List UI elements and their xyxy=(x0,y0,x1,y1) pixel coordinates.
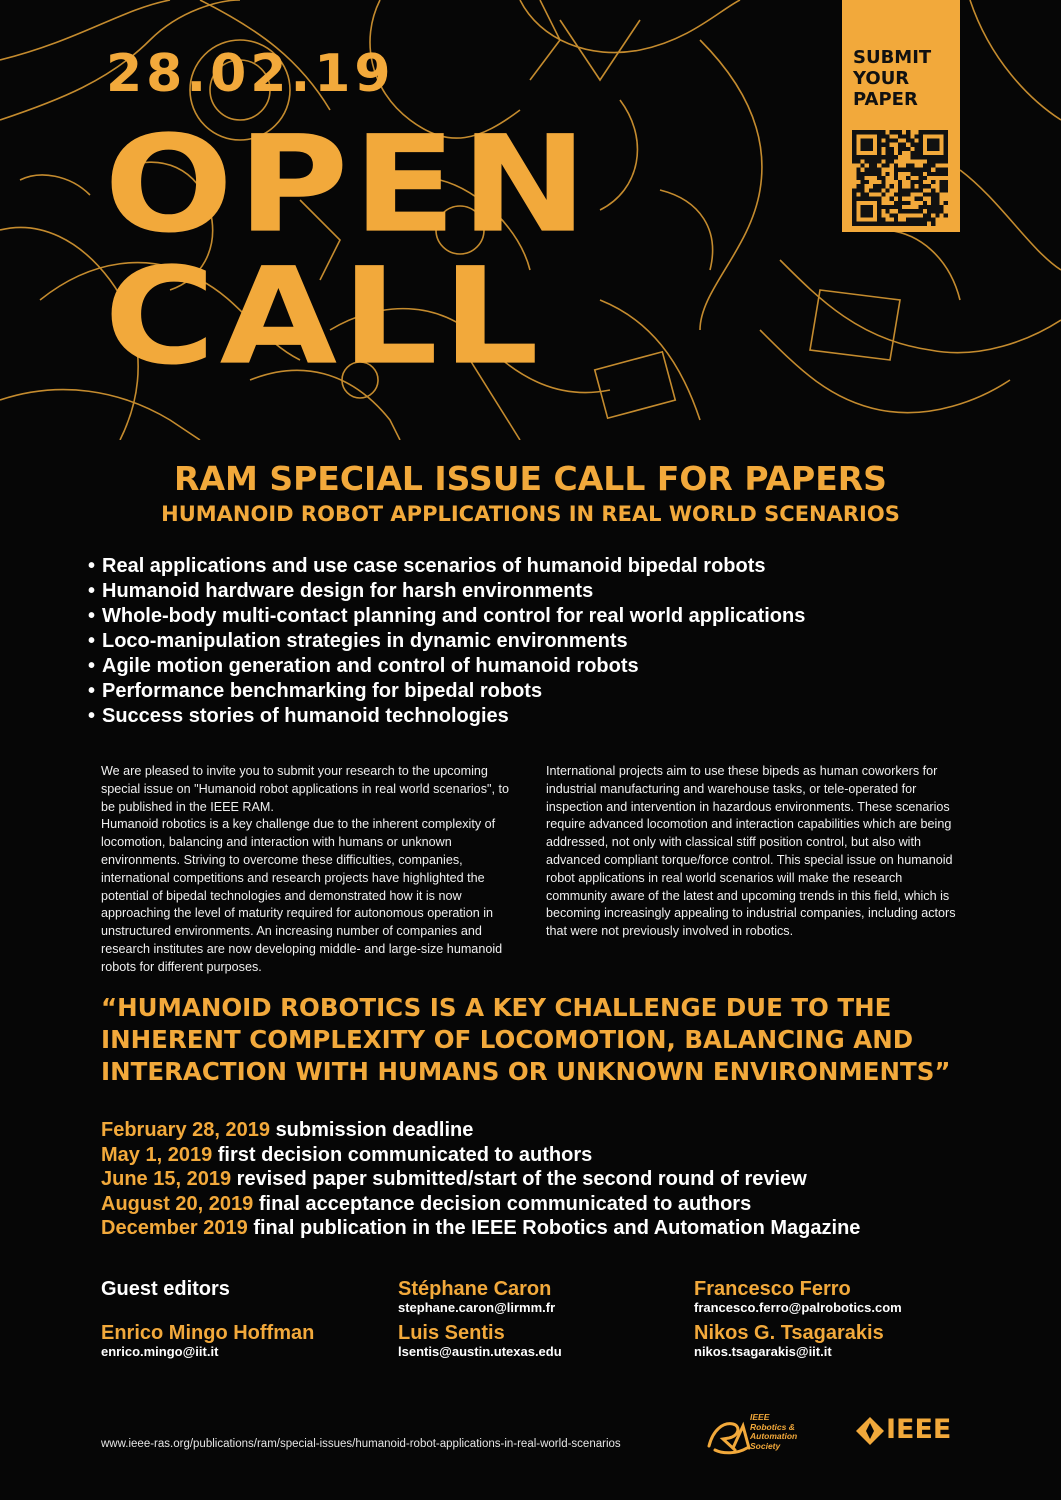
body-paragraph: We are pleased to invite you to submit your research to the upcoming special issue on "Humanoid robot applications in real world scenarios", to be published in the IEEE RAM. xyxy=(101,764,509,814)
hero-date: 28.02.19 xyxy=(106,44,395,104)
editor-email[interactable]: francesco.ferro@palrobotics.com xyxy=(694,1300,902,1315)
editor-name: Francesco Ferro xyxy=(694,1278,851,1300)
body-paragraph: Humanoid robotics is a key challenge due to the inherent complexity of locomotion, balancing and interaction with humans or unknown environments. Striving to overcome these difficulties, companies, international competitions and research projects have highlighted the potential of bipedal technologies and demonstrated how it is now approaching the level of maturity required for autonomous operation in unstructured environments. An increasing number of companies and research institutes are now developing middle- and large-size humanoid robots for different purposes. xyxy=(101,817,503,974)
topic-item: • Performance benchmarking for bipedal robots xyxy=(88,679,805,704)
hero-open: OPEN xyxy=(104,106,592,263)
body-column-left xyxy=(101,763,516,977)
ras-logo-line: Robotics & xyxy=(750,1421,795,1432)
editor-email[interactable]: nikos.tsagarakis@iit.it xyxy=(694,1344,832,1359)
editor-caron xyxy=(398,1278,555,1316)
timeline-row xyxy=(101,1167,860,1192)
timeline-row xyxy=(101,1143,860,1168)
timeline-desc: revised paper submitted/start of the second round of review xyxy=(236,1168,807,1190)
editor-name: Nikos G. Tsagarakis xyxy=(694,1322,884,1344)
timeline-desc: submission deadline xyxy=(275,1119,474,1141)
pull-quote: “HUMANOID ROBOTICS IS A KEY CHALLENGE DUE TO THE INHERENT COMPLEXITY OF LOCOMOTION, BALANCING AND INTERACTION WITH HUMANS OR UNKNOWN ENVIRONMENTS” xyxy=(101,993,951,1086)
topic-item: • Real applications and use case scenarios of humanoid bipedal robots xyxy=(88,554,805,579)
editor-tsagarakis xyxy=(694,1322,884,1360)
editor-ferro xyxy=(694,1278,902,1316)
timeline-date: December 2019 xyxy=(101,1217,248,1239)
timeline-date: June 15, 2019 xyxy=(101,1168,232,1190)
topic-item: • Whole-body multi-contact planning and control for real world applications xyxy=(88,604,805,629)
page-subtitle: HUMANOID ROBOT APPLICATIONS IN REAL WORLD SCENARIOS xyxy=(161,502,900,526)
ras-logo-text xyxy=(750,1413,797,1451)
body-paragraph: International projects aim to use these bipeds as human coworkers for industrial manufacturing and warehouse tasks, or tele-operated for inspection and intervention in hazardous environments. These scenarios require advanced locomotion and interaction capabilities which are being addressed, not only with classical stiff position control, but also with advanced compliant torque/force control. This special issue on humanoid robot applications in real world scenarios will make the research community aware of the latest and upcoming trends in this field, which is becoming increasingly appealing to industrial companies, including actors that were not previously involved in robotics. xyxy=(546,764,956,939)
submit-paper-box[interactable] xyxy=(842,0,960,232)
ras-logo-line: IEEE xyxy=(750,1412,770,1422)
qr-code-icon[interactable] xyxy=(848,126,952,230)
editor-hoffman xyxy=(101,1322,314,1360)
submit-line: PAPER xyxy=(853,89,918,110)
timeline-date: August 20, 2019 xyxy=(101,1192,254,1215)
editor-sentis xyxy=(398,1322,562,1360)
editor-email[interactable]: lsentis@austin.utexas.edu xyxy=(398,1344,562,1359)
timeline-desc: final acceptance decision communicated to authors xyxy=(258,1192,752,1215)
ieee-logo-text: IEEE xyxy=(886,1414,952,1445)
topic-item: • Loco-manipulation strategies in dynamic environments xyxy=(88,629,805,654)
timeline-desc: final publication in the IEEE Robotics and Automation Magazine xyxy=(253,1217,861,1239)
topic-item: • Agile motion generation and control of humanoid robots xyxy=(88,654,805,679)
submit-line: YOUR xyxy=(853,68,910,89)
editor-email[interactable]: enrico.mingo@iit.it xyxy=(101,1344,219,1359)
editor-name: Stéphane Caron xyxy=(398,1278,552,1300)
hero-call: CALL xyxy=(104,238,543,395)
body-column-right xyxy=(546,763,961,941)
timeline-desc: first decision communicated to authors xyxy=(217,1143,593,1166)
editor-email[interactable]: stephane.caron@lirmm.fr xyxy=(398,1300,556,1315)
topic-item: • Humanoid hardware design for harsh environments xyxy=(88,579,805,604)
timeline-date: May 1, 2019 xyxy=(101,1143,213,1166)
timeline-row xyxy=(101,1216,860,1241)
topic-item: • Success stories of humanoid technologies xyxy=(88,704,805,729)
ras-logo-line: Automation xyxy=(750,1431,798,1441)
page-title: RAM SPECIAL ISSUE CALL FOR PAPERS xyxy=(174,459,887,498)
timeline-row xyxy=(101,1192,860,1217)
submit-line: SUBMIT xyxy=(853,47,932,68)
timeline xyxy=(101,1118,860,1241)
footer-url-link[interactable]: www.ieee-ras.org/publications/ram/special-issues/humanoid-robot-applications-in-real-world-scenarios xyxy=(101,1438,621,1450)
ras-logo-line: Society xyxy=(750,1440,781,1451)
guest-editors-label: Guest editors xyxy=(101,1278,230,1300)
timeline-date: February 28, 2019 xyxy=(101,1119,270,1141)
timeline-row xyxy=(101,1118,860,1143)
editor-name: Luis Sentis xyxy=(398,1322,505,1344)
editor-name: Enrico Mingo Hoffman xyxy=(101,1322,315,1344)
topics-list xyxy=(88,554,805,729)
